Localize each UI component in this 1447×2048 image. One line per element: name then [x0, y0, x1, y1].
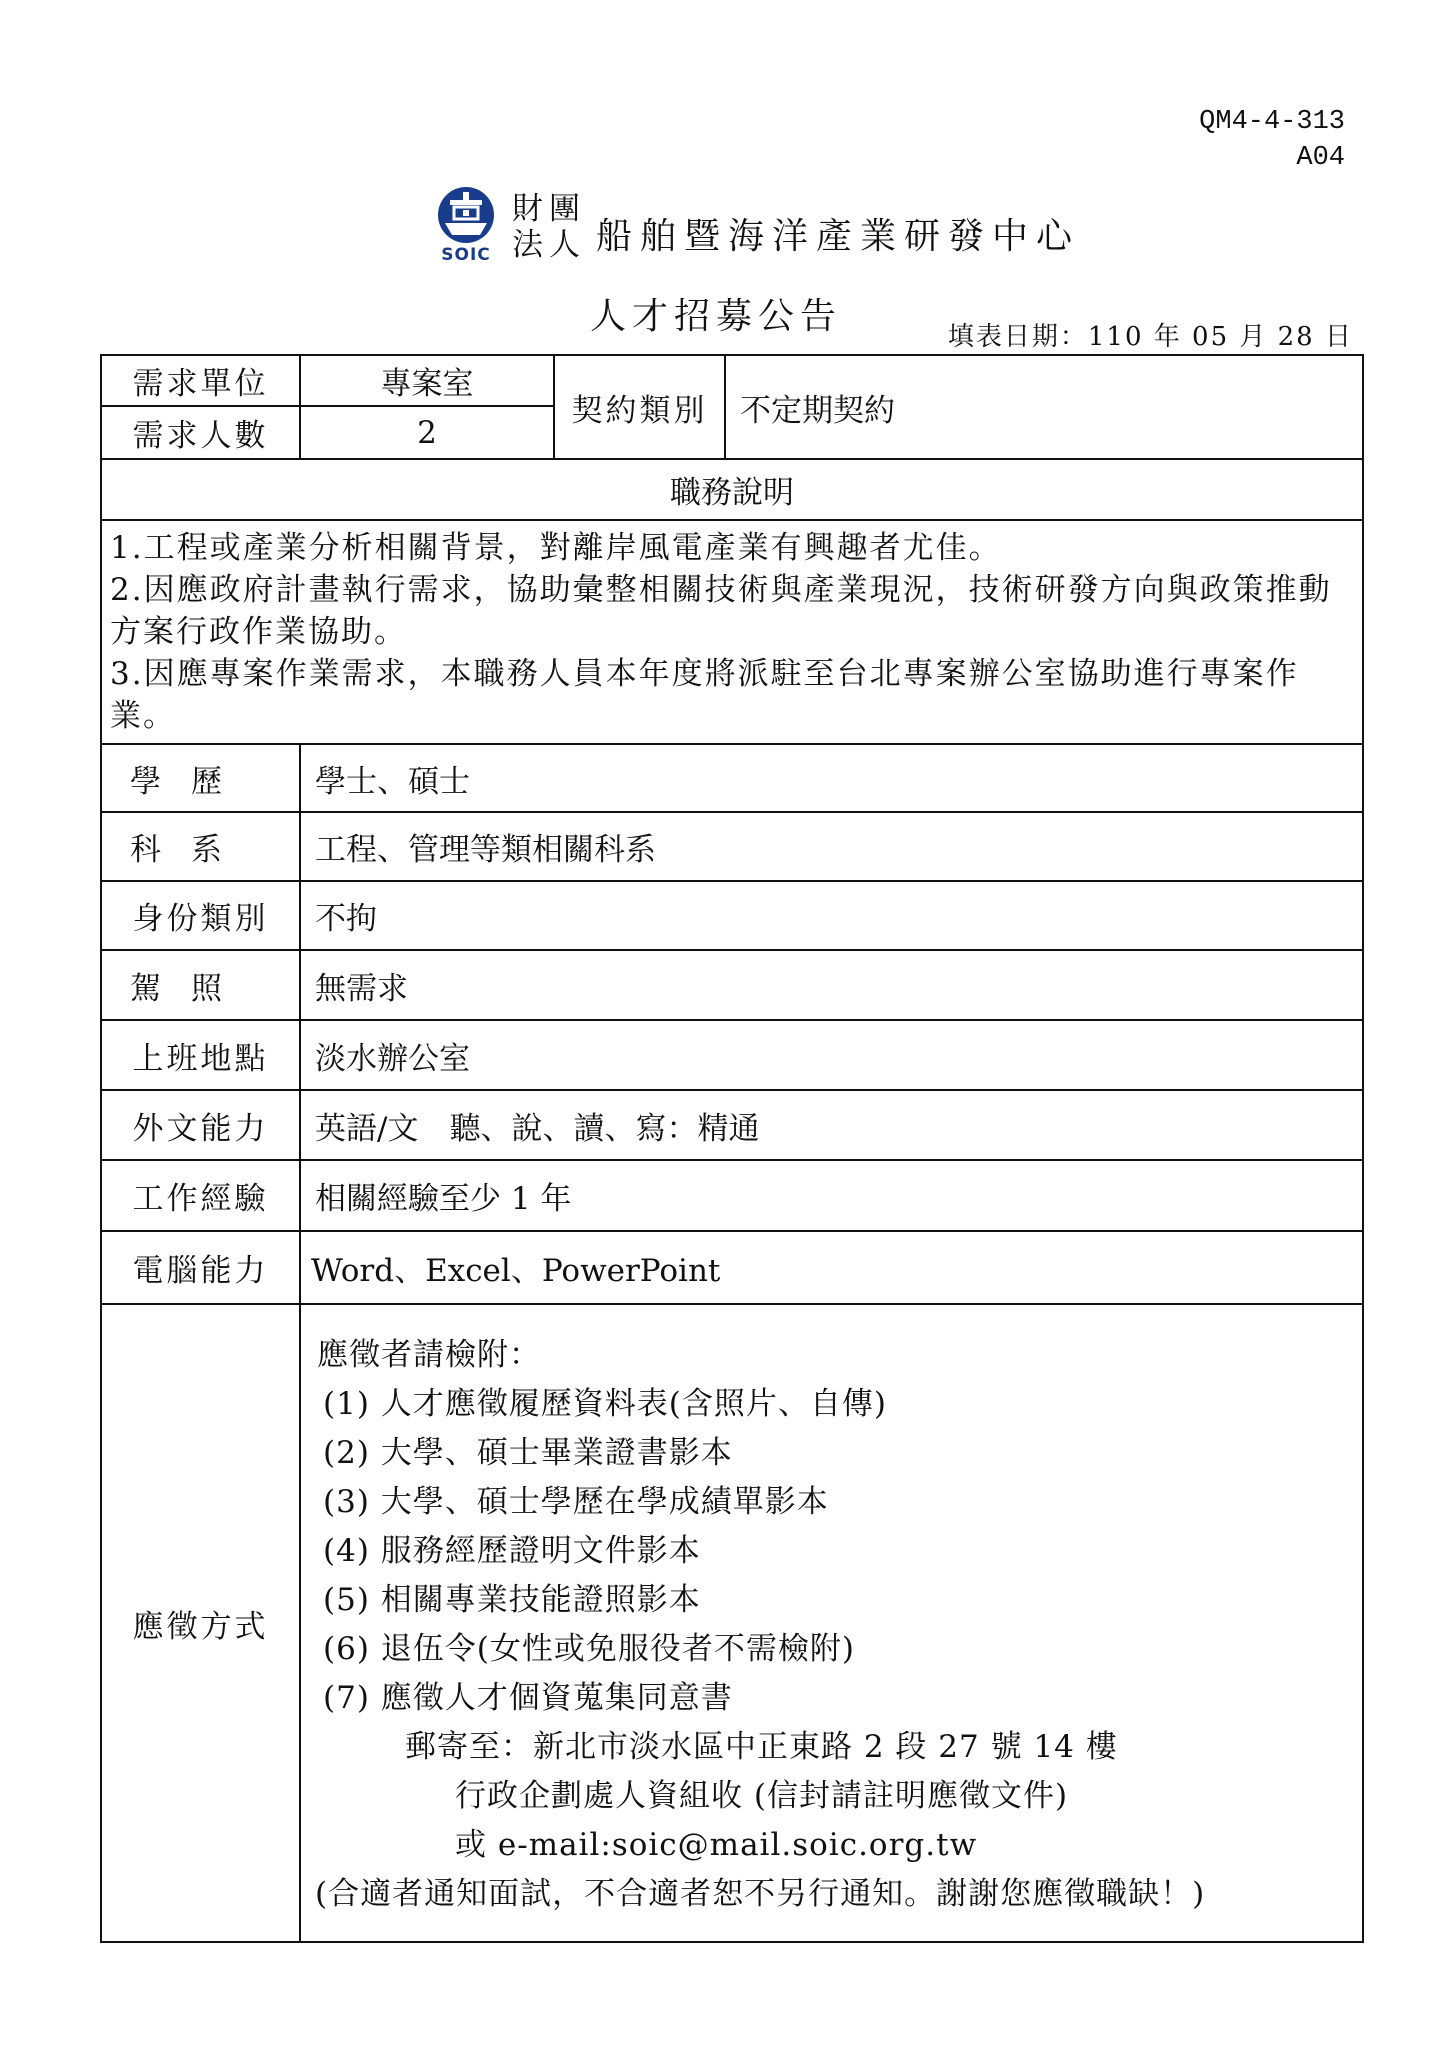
mail-recipient: 行政企劃處人資組收 (信封請註明應徵文件) — [455, 1778, 1069, 1814]
email-contact: 或 e-mail:soic@mail.soic.org.tw — [455, 1827, 978, 1863]
table-row — [101, 950, 1363, 1020]
document-code-line: QM4-4-313 — [1199, 107, 1345, 137]
apply-item: (2) 大學、碩士畢業證書影本 — [323, 1435, 733, 1471]
apply-item: (6) 退伍令(女性或免服役者不需檢附) — [323, 1631, 855, 1667]
contract-label: 契約類別 — [554, 355, 725, 459]
apply-item: (1) 人才應徵履歷資料表(含照片、自傳) — [323, 1386, 887, 1422]
table-row — [101, 520, 1363, 744]
table-row — [101, 459, 1363, 520]
mailing-address: 郵寄至：新北市淡水區中正東路 2 段 27 號 14 樓 — [405, 1729, 1118, 1765]
document-code — [1199, 104, 1345, 176]
table-row — [101, 744, 1363, 812]
field-label: 駕照 — [101, 950, 300, 1020]
apply-item: (7) 應徵人才個資蒐集同意書 — [323, 1680, 733, 1716]
table-row — [101, 812, 1363, 881]
duty-item: 2.因應政府計畫執行需求，協助彙整相關技術與產業現況，技術研發方向與政策推動方案行政作業協助。 — [110, 572, 1332, 650]
apply-item: (3) 大學、碩士學歷在學成績單影本 — [323, 1484, 829, 1520]
field-label: 電腦能力 — [101, 1231, 300, 1304]
legal-entity-type — [512, 191, 586, 263]
table-row — [101, 1020, 1363, 1090]
field-label: 學歷 — [101, 744, 300, 812]
dept-label: 需求單位 — [101, 355, 300, 406]
apply-item: (4) 服務經歷證明文件影本 — [323, 1533, 701, 1569]
apply-label: 應徵方式 — [101, 1304, 300, 1942]
table-row — [101, 355, 1363, 406]
field-value: Word、Excel、PowerPoint — [300, 1231, 1363, 1304]
field-value: 相關經驗至少 1 年 — [300, 1160, 1363, 1231]
contract-value: 不定期契約 — [725, 355, 1363, 459]
apply-instructions — [300, 1304, 1363, 1942]
logo-text: SOIC — [441, 245, 491, 265]
field-label: 科系 — [101, 812, 300, 881]
count-value: 2 — [300, 406, 554, 459]
field-value: 工程、管理等類相關科系 — [300, 812, 1363, 881]
field-label: 工作經驗 — [101, 1160, 300, 1231]
table-row — [101, 1160, 1363, 1231]
dept-value: 專案室 — [300, 355, 554, 406]
page-title: 人才招募公告 — [590, 296, 843, 337]
fill-date: 填表日期：110 年 05 月 28 日 — [947, 322, 1353, 352]
field-value: 無需求 — [300, 950, 1363, 1020]
duties-header: 職務說明 — [101, 459, 1363, 520]
duty-item: 3.因應專案作業需求，本職務人員本年度將派駐至台北專案辦公室協助進行專案作業。 — [110, 656, 1299, 734]
table-row — [101, 1231, 1363, 1304]
field-value: 學士、碩士 — [300, 744, 1363, 812]
soic-ship-logo-icon — [436, 185, 496, 247]
field-value: 淡水辦公室 — [300, 1020, 1363, 1090]
field-value: 不拘 — [300, 881, 1363, 950]
table-row — [101, 1090, 1363, 1160]
apply-footer-note: (合適者通知面試，不合適者恕不另行通知。謝謝您應徵職缺！) — [315, 1876, 1206, 1912]
apply-item: (5) 相關專業技能證照影本 — [323, 1582, 701, 1618]
table-row — [101, 881, 1363, 950]
field-label: 外文能力 — [101, 1090, 300, 1160]
organization-name: 船舶暨海洋產業研發中心 — [596, 215, 1081, 257]
document-revision-line: A04 — [1296, 143, 1345, 173]
duty-item: 1.工程或產業分析相關背景，對離岸風電產業有興趣者尤佳。 — [110, 530, 1002, 566]
organization-header — [430, 182, 1080, 272]
legal-type-line-2: 法人 — [512, 227, 586, 263]
apply-intro: 應徵者請檢附： — [317, 1337, 541, 1373]
count-label: 需求人數 — [101, 406, 300, 459]
organization-logo — [430, 185, 502, 269]
recruitment-form-table — [100, 354, 1364, 1943]
duties-description — [101, 520, 1363, 744]
legal-type-line-1: 財團 — [512, 191, 586, 227]
field-label: 身份類別 — [101, 881, 300, 950]
field-value: 英語/文 聽、說、讀、寫：精通 — [300, 1090, 1363, 1160]
table-row — [101, 1304, 1363, 1942]
field-label: 上班地點 — [101, 1020, 300, 1090]
